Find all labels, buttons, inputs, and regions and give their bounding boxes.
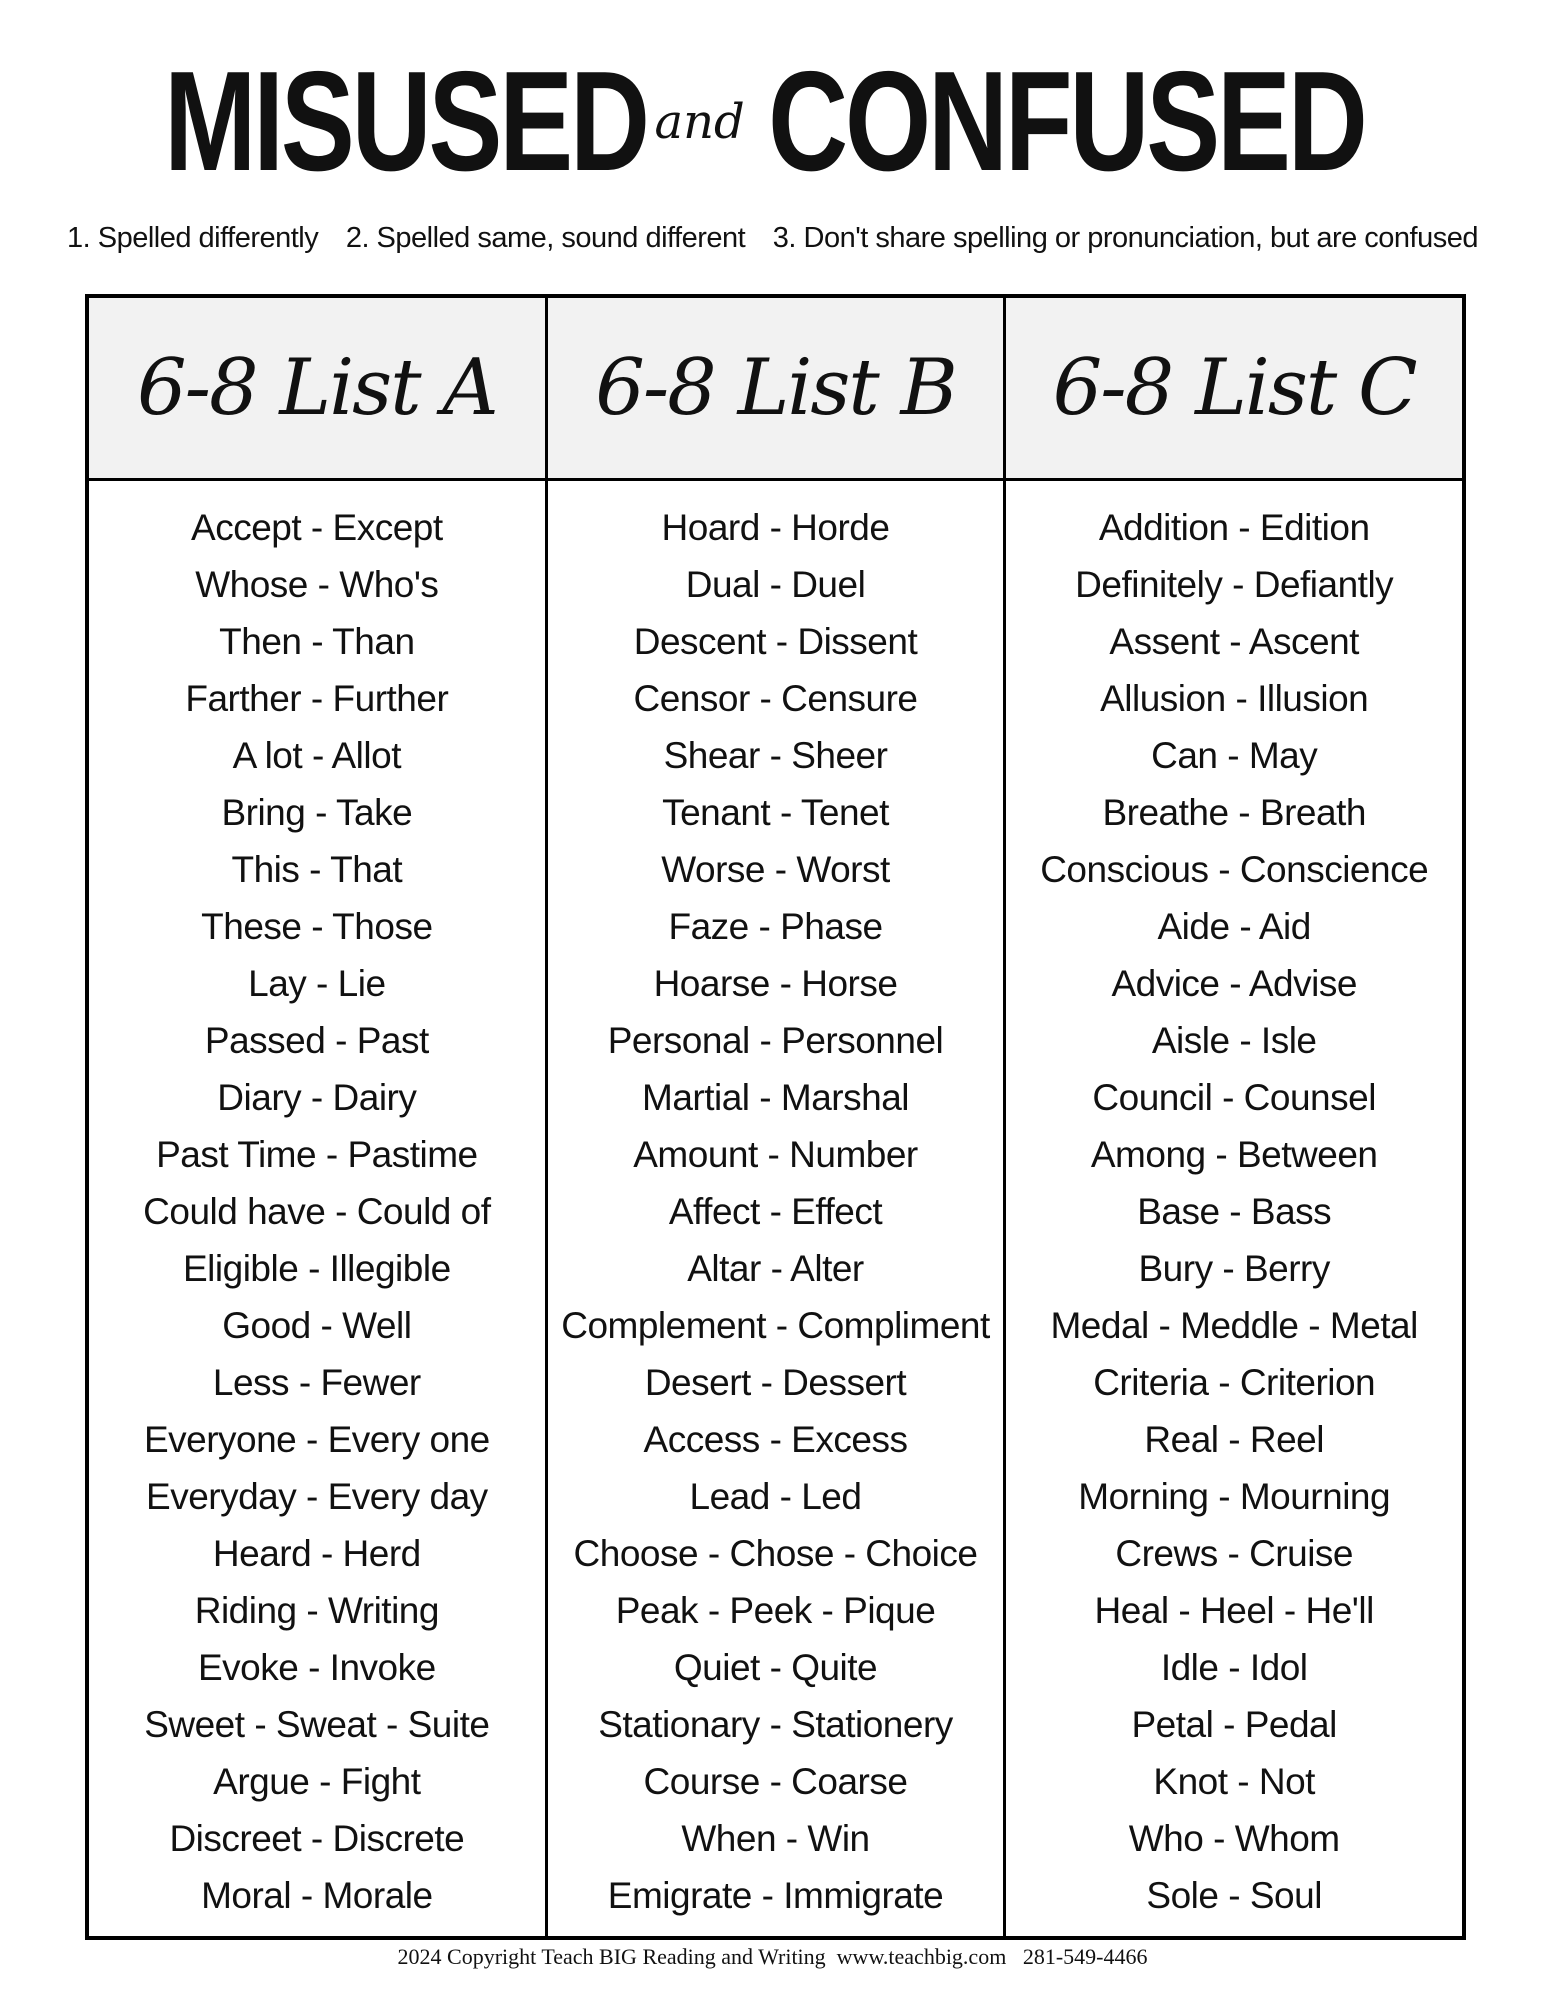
list-heading: 6-8 List C [1006,298,1462,481]
word-pair: Diary - Dairy [217,1077,417,1118]
word-pair: Passed - Past [204,1020,429,1061]
word-pair: Lay - Lie [248,963,386,1004]
word-pair: Less - Fewer [212,1362,421,1403]
category-2: 2. Spelled same, sound different [345,222,746,254]
word-pair: Morning - Mourning [1078,1476,1391,1517]
word-pair: Base - Bass [1137,1191,1332,1232]
category-legend [0,222,1545,255]
word-pair: Allusion - Illusion [1100,678,1369,719]
word-pair: Everyday - Every day [146,1476,488,1517]
word-pair: Medal - Meddle - Metal [1050,1305,1418,1346]
word-pair: Tenant - Tenet [662,792,889,833]
word-pair: Riding - Writing [194,1590,439,1631]
word-pair: Hoarse - Horse [653,963,898,1004]
word-pair: Council - Counsel [1092,1077,1376,1118]
word-pair: Personal - Personnel [607,1020,944,1061]
word-pair: Desert - Dessert [644,1362,907,1403]
word-pair: Addition - Edition [1098,507,1370,548]
word-pair: Quiet - Quite [673,1647,878,1688]
word-pair: Course - Coarse [643,1761,908,1802]
word-pair: Argue - Fight [213,1761,421,1802]
word-pair: Martial - Marshal [642,1077,909,1118]
word-pair: Faze - Phase [668,906,883,947]
word-pair: Altar - Alter [687,1248,864,1289]
category-3: 3. Don't share spelling or pronunciation, but are confused [772,222,1478,254]
word-pair: Can - May [1151,735,1318,776]
word-pair: Discreet - Discrete [169,1818,465,1859]
word-pair: Farther - Further [185,678,449,719]
footer-phone: 281-549-4466 [1022,1944,1148,1969]
word-pair: Shear - Sheer [663,735,888,776]
word-pair: Stationary - Stationery [598,1704,953,1745]
word-pair: Hoard - Horde [661,507,890,548]
word-pair: Moral - Morale [201,1875,433,1916]
word-pair: Aide - Aid [1157,906,1311,947]
word-pair: Sweet - Sweat - Suite [144,1704,490,1745]
word-pair: Bury - Berry [1138,1248,1330,1289]
word-pair: Choose - Chose - Choice [573,1533,978,1574]
word-pair: Breathe - Breath [1102,792,1366,833]
word-pair: Accept - Except [191,507,443,548]
word-pair: Evoke - Invoke [197,1647,436,1688]
footer-copyright: 2024 Copyright Teach BIG Reading and Writing [397,1944,826,1969]
word-pair: Bring - Take [221,792,413,833]
word-pair: Conscious - Conscience [1040,849,1429,890]
category-1: 1. Spelled differently [67,222,319,254]
footer [0,1944,1545,1970]
word-pair: Access - Excess [643,1419,908,1460]
word-pair: Knot - Not [1153,1761,1315,1802]
word-pair: Emigrate - Immigrate [607,1875,944,1916]
word-pair: Lead - Led [689,1476,862,1517]
word-pair: Whose - Who's [195,564,439,605]
word-pair: Complement - Compliment [561,1305,990,1346]
word-pair: Assent - Ascent [1109,621,1359,662]
list-column [89,298,548,1936]
word-lists-table [85,294,1466,1940]
word-pair: Peak - Peek - Pique [615,1590,936,1631]
word-pair: Heal - Heel - He'll [1094,1590,1374,1631]
word-pair: Affect - Effect [668,1191,883,1232]
word-pair: When - Win [681,1818,870,1859]
word-pair: Amount - Number [633,1134,918,1175]
word-pair: Could have - Could of [143,1191,491,1232]
word-pair: Descent - Dissent [633,621,918,662]
word-pair: Dual - Duel [685,564,866,605]
word-pair: Criteria - Criterion [1093,1362,1376,1403]
list-heading: 6-8 List A [89,298,545,481]
word-pair: Censor - Censure [633,678,918,719]
word-pair: Petal - Pedal [1131,1704,1337,1745]
word-pair: Then - Than [219,621,415,662]
word-pair: Aisle - Isle [1151,1020,1317,1061]
word-pair: Everyone - Every one [143,1419,490,1460]
word-pair: Who - Whom [1128,1818,1340,1859]
word-pair: Advice - Advise [1111,963,1357,1004]
word-pair: Worse - Worst [661,849,890,890]
title-misused: MISUSED [164,42,647,201]
word-pair: Heard - Herd [212,1533,421,1574]
title-and: and [654,94,745,150]
word-pair: This - That [231,849,403,890]
word-pair: Past Time - Pastime [156,1134,478,1175]
word-pair: Eligible - Illegible [183,1248,451,1289]
word-pair: These - Those [201,906,433,947]
word-pair: Idle - Idol [1160,1647,1308,1688]
word-pair: Good - Well [222,1305,412,1346]
word-pair: Among - Between [1090,1134,1378,1175]
list-column [548,298,1007,1936]
list-heading: 6-8 List B [548,298,1004,481]
word-pair: Crews - Cruise [1115,1533,1353,1574]
word-pair: Real - Reel [1144,1419,1324,1460]
footer-website: www.teachbig.com [836,1944,1007,1969]
word-pair: Sole - Soul [1146,1875,1322,1916]
word-pair: A lot - Allot [232,735,401,776]
page-title [0,40,1545,204]
word-pair: Definitely - Defiantly [1075,564,1394,605]
title-confused: CONFUSED [768,42,1365,201]
list-column [1006,298,1462,1936]
